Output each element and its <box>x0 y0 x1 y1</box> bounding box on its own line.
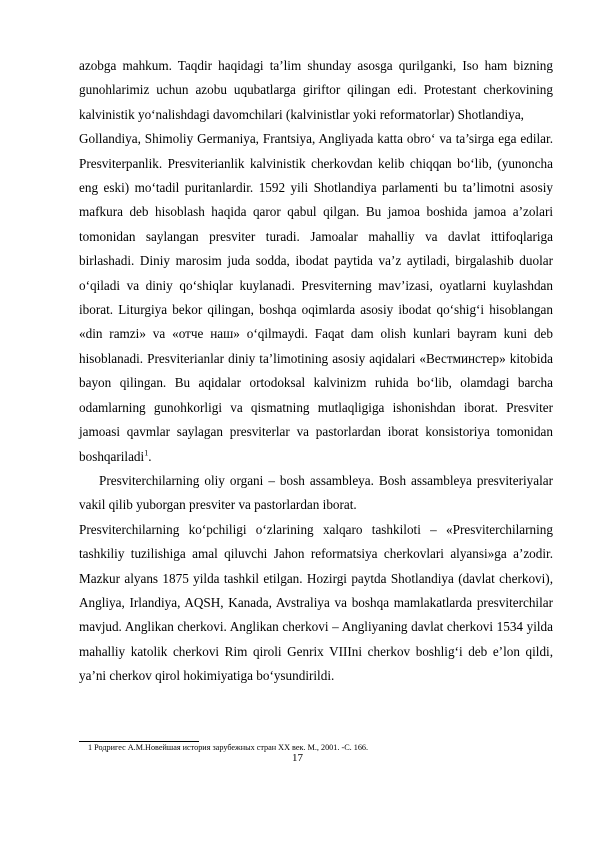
footnote-reference: 1 <box>144 448 149 458</box>
paragraph: azobga mahkum. Taqdir haqidagi ta’lim shunday asosga qurilganki, Iso ham bizning gunohlarimiz uchun azobu uqubatlarga giriftor qilingan edi. Protestant cherkovining kalvinistik yo‘nalishdagi davomchilari (kalvinistlar yoki reformatorlar) Shotlandiya, <box>79 58 553 122</box>
footnote: 1 Родригес А.М.Новейшая история зарубежных стран XX век. М., 2001. -С. 166. <box>88 743 369 752</box>
paragraph: Presviterchilarning oliy organi – bosh assambleya. Bosh assambleya presviteriyalar vakil qilib yuborgan presviter va pastorlardan iborat. <box>79 472 553 513</box>
footnote-divider <box>79 741 199 742</box>
body-text <box>79 54 553 689</box>
paragraph: Presviterchilarning ko‘pchiligi o‘zlarining xalqaro tashkiloti – «Presviterchilarning tashkiliy tuzilishiga amal qiluvchi Jahon reformatsiya cherkovlari alyansi»ga a’zodir. Mazkur alyans 1875 yilda tashkil etilgan. Hozirgi paytda Shotlandiya (davlat cherkovi), Angliya, Irlandiya, AQSH, Kanada, Avstraliya va boshqa mamlakatlarda presviterchilar mavjud. Anglikan cherkovi. Anglikan cherkovi – Angliyaning davlat cherkovi 1534 yilda mahalliy katolik cherkovi Rim qiroli Genrix VIIIni cherkov boshlig‘i deb e’lon qildi, ya’ni cherkov qirol hokimiyatiga bo‘ysundirildi. <box>79 521 553 684</box>
page-number: 17 <box>292 752 303 764</box>
paragraph: Gollandiya, Shimoliy Germaniya, Frantsiya, Angliyada katta obro‘ va ta’sirga ega edilar. Presviterpanlik. Presviterianlik kalvinistik cherkovdan kelib chiqqan bo‘lib, (yunoncha eng eski) mo‘tadil puritanlardir. 1592 yili Shotlandiya parlamenti bu ta’limotni asosiy mafkura deb hisoblash haqida qaror qabul qilgan. Bu jamoa boshida jamoa a’zolari tomonidan saylangan presviter turadi. Jamoalar mahalliy va davlat ittifoqlariga birlashadi. Diniy marosim juda sodda, ibodat paytida va’z aytiladi, birgalashib duolar o‘qiladi va diniy qo‘shiqlar kuylanadi. Presviterning mav’izasi, oyatlarni kuylashdan iborat. Liturgiya bekor qilingan, boshqa oqimlarda asosiy ibodat qo‘shig‘i hisoblangan «din ramzi» va «отче наш» o‘qilmaydi. Faqat dam olish kunlari bayram kuni deb hisoblanadi. Presviterianlar diniy ta’limotining asosiy aqidalari «Вестминстер» kitobida bayon qilingan. Bu aqidalar ortodoksal kalvinizm ruhida bo‘lib, olamdagi barcha odamlarning gunohkorligi va qismatning mutlaqligiga ishonishdan iborat. Presviter jamoasi qavmlar saylagan presviterlar va pastorlardan iborat konsistoriya tomonidan boshqariladi$^1$. <box>79 131 553 464</box>
